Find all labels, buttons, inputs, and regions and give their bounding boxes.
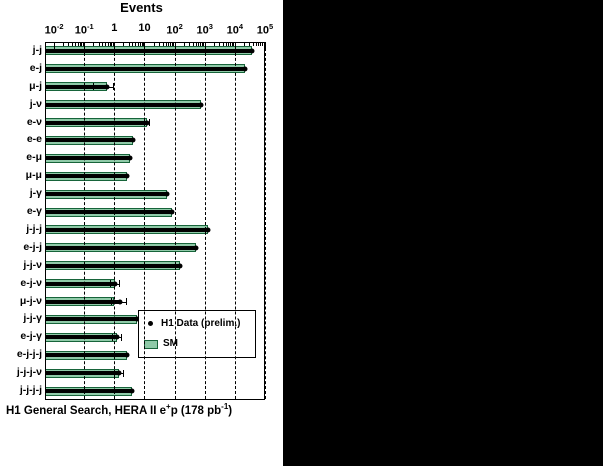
error-bar-cap [110,280,111,287]
x-axis-tick-label: $10^3$ [196,22,213,37]
x-axis-minor-tick [154,42,155,46]
y-axis-category-label: j-j [32,43,42,56]
x-axis-minor-tick [68,42,69,46]
x-axis-tick-label: $10^4$ [226,22,244,37]
legend-label-sm: SM [163,338,178,349]
legend-data-marker-icon [148,321,153,326]
data-point-marker [127,156,132,161]
data-point-marker [199,102,204,107]
black-strip-top [283,0,603,24]
data-bar [46,192,167,196]
error-bar-cap [123,370,124,377]
x-axis-minor-tick [228,42,229,46]
y-axis-category-label: e-γ [26,205,42,218]
x-axis-tick-label: $10^{-2}$ [44,22,64,37]
gridline [175,43,177,399]
data-bar [46,389,132,393]
x-axis-minor-tick [253,42,254,46]
gridline [84,43,86,399]
chart-legend [138,310,256,358]
gridline [235,43,237,399]
x-axis-minor-tick [198,42,199,46]
x-axis-minor-tick [108,42,109,46]
y-axis-category-label: j-ν [29,97,42,110]
x-axis-minor-tick [184,42,185,46]
chart-canvas [0,0,283,420]
data-bar [46,49,252,53]
data-point-marker [130,389,135,394]
y-axis-category-label: j-γ [29,187,42,200]
y-axis-category-label: j-j-γ [23,312,42,325]
data-point-marker [242,66,247,71]
data-bar [46,121,147,125]
data-bar [46,103,201,107]
y-axis-category-label: μ-j [29,79,42,92]
black-background-panel [283,0,603,466]
x-axis-minor-tick [189,42,190,46]
data-bar [46,317,137,321]
x-axis-minor-tick [249,42,250,46]
x-axis-minor-tick [196,42,197,46]
x-axis-minor-tick [256,42,257,46]
data-point-marker [165,192,170,197]
x-axis-minor-tick [99,42,100,46]
x-axis-minor-tick [129,42,130,46]
x-axis-minor-tick [72,42,73,46]
data-bar [46,228,208,232]
data-point-marker [194,245,199,250]
x-axis-tick-label: $10^2$ [166,22,183,37]
x-axis-minor-tick [135,42,136,46]
x-axis-minor-tick [78,42,79,46]
x-axis-minor-tick [105,42,106,46]
data-bar [46,156,130,160]
x-axis-minor-tick [138,42,139,46]
x-axis-minor-tick [123,42,124,46]
y-axis-category-label: e-j [29,61,42,74]
data-point-marker [124,353,129,358]
x-axis-minor-tick [214,42,215,46]
data-point-marker [250,48,255,53]
y-axis-category-label: j-j-j-ν [16,366,42,379]
x-axis-tick-label: 10 [138,22,151,34]
gridline [114,43,116,399]
error-bar-cap [149,119,150,126]
gridline [205,43,207,399]
legend-label-data: H1 Data (prelim.) [161,318,241,329]
x-axis-minor-tick [219,42,220,46]
error-bar [93,87,113,88]
y-axis-category-label: e-μ [26,151,42,164]
x-axis-minor-tick [166,42,167,46]
x-axis-tick-label: $10^5$ [256,22,274,37]
data-bar [46,210,172,214]
chart-title: Events [120,0,163,15]
x-axis-minor-tick [226,42,227,46]
error-bar-cap [126,298,127,305]
data-bar [46,138,133,142]
gridline [144,43,146,399]
x-axis-minor-tick [258,42,259,46]
x-axis-tick-mark [54,42,55,49]
data-bar [46,335,117,339]
data-bar [46,264,180,268]
x-axis-minor-tick [193,42,194,46]
x-axis-minor-tick [159,42,160,46]
data-bar [46,371,119,375]
data-point-marker [131,138,136,143]
x-axis-minor-tick [223,42,224,46]
x-axis-minor-tick [168,42,169,46]
x-axis-minor-tick [163,42,164,46]
x-axis-tick-label: $10^{-1}$ [74,22,94,37]
y-axis-category-label: e-j-γ [20,330,42,343]
figure-caption: H1 General Search, HERA II e+p (178 $pb^{-1}$) [6,402,233,417]
error-bar-cap [93,83,94,90]
y-axis-category-labels [0,0,42,420]
y-axis-category-label: e-j-j-j [16,348,42,361]
x-axis-minor-tick [75,42,76,46]
data-bar [46,282,115,286]
y-axis-category-label: j-j-ν [23,258,42,271]
data-point-marker [178,263,183,268]
x-axis-minor-tick [102,42,103,46]
y-axis-category-label: e-e [26,133,42,146]
gridline [265,43,267,399]
y-axis-category-label: μ-j-ν [19,294,42,307]
y-axis-category-label: e-j-j [23,240,42,253]
x-axis-minor-tick [132,42,133,46]
y-axis-category-label: j-j-j-j [19,384,42,397]
y-axis-category-label: e-j-ν [20,276,42,289]
x-axis-minor-tick [244,42,245,46]
x-axis-minor-tick [63,42,64,46]
error-bar-cap [112,334,113,341]
y-axis-category-label: e-ν [26,115,42,128]
y-axis-category-label: j-j-j [26,222,42,235]
x-axis-minor-tick [93,42,94,46]
y-axis-category-label: μ-μ [25,169,42,182]
error-bar-cap [121,334,122,341]
error-bar-cap [111,298,112,305]
data-point-marker [124,174,129,179]
x-axis-tick-label: 1 [111,22,118,34]
error-bar-cap [119,280,120,287]
